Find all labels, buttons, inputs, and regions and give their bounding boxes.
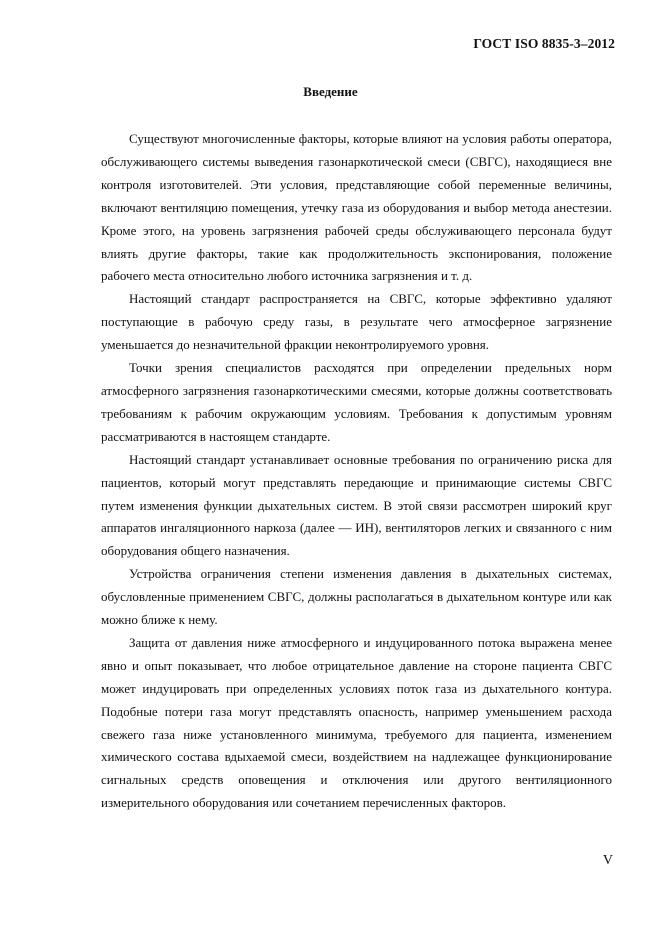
paragraph-4: Настоящий стандарт устанавливает основные требования по ограничению риска для пациентов, который могут представлять передающие и принимающие системы СВГС путем изменения функции дыхательных систем. В этой связи рассмотрен широкий круг аппаратов ингаляционного наркоза (далее — ИН), вентиляторов легких и связанного с ним оборудования общего назначения. [101, 451, 612, 559]
page-number: V [602, 853, 613, 868]
section-title: Введение [303, 84, 358, 99]
paragraph-6: Защита от давления ниже атмосферного и индуцированного потока выражена менее явно и опыт показывает, что любое отрицательное давление на стороне пациента СВГС может индуцировать при определенных условиях поток газа из дыхательного контура. Подобные потери газа могут представлять опасность, например уменьшением расхода свежего газа ниже установленного минимума, требуемого для пациента, изменением химического состава вдыхаемой смеси, воздействием на надлежащее функционирование сигнальных средств оповещения и отключения или другого вентиляционного измерительного оборудования или сочетанием перечисленных факторов. [101, 634, 612, 811]
body-text [101, 128, 612, 815]
document-code: ГОСТ ISO 8835-3–2012 [473, 36, 615, 51]
paragraph-5: Устройства ограничения степени изменения давления в дыхательных системах, обусловленные применением СВГС, должны располагаться в дыхательном контуре или как можно ближе к нему. [101, 566, 612, 628]
paragraph-3: Точки зрения специалистов расходятся при определении предельных норм атмосферного загрязнения газонаркотическими смесями, которые должны соответствовать требованиям к рабочим окружающим условиям. Требования к допустимым уровням рассматриваются в настоящем стандарте. [101, 360, 612, 444]
paragraph-2: Настоящий стандарт распространяется на СВГС, которые эффективно удаляют поступающие в рабочую среду газы, в результате чего атмосферное загрязнение уменьшается до незначительной фракции неконтролируемого уровня. [101, 291, 612, 353]
paragraph-1: Существуют многочисленные факторы, которые влияют на условия работы оператора, обслуживающего системы выведения газонаркотической смеси (СВГС), находящиеся вне контроля изготовителей. Эти условия, представляющие собой переменные величины, включают вентиляцию помещения, утечку газа из оборудования и выбор метода анестезии. Кроме этого, на уровень загрязнения рабочей среды обслуживающего персонала будут влиять другие факторы, такие как продолжительность экспонирования, положение рабочего места относительно любого источника загрязнения и т. д. [101, 131, 612, 284]
